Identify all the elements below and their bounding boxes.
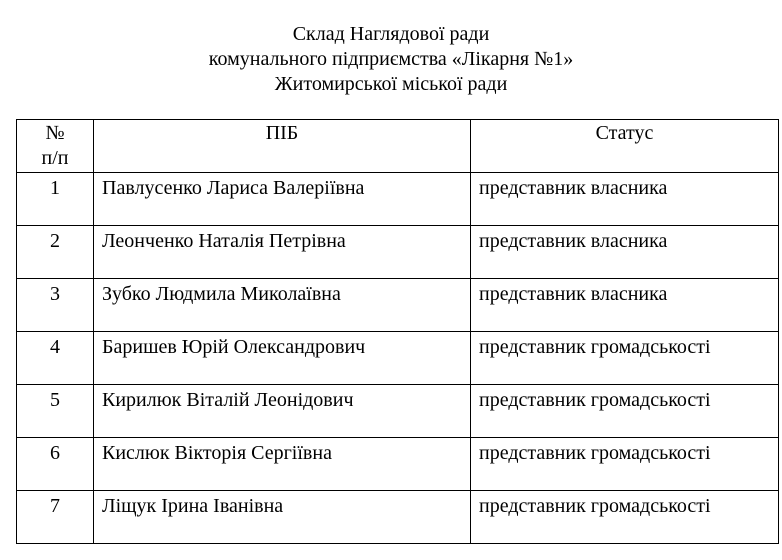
- member-name: Баришев Юрій Олександрович: [94, 332, 471, 385]
- member-status: представник громадськості: [471, 491, 779, 544]
- member-status: представник власника: [471, 226, 779, 279]
- column-header-number: [17, 120, 94, 173]
- table-row: [17, 385, 779, 438]
- row-number: 3: [17, 279, 94, 332]
- table-header-row: [17, 120, 779, 173]
- column-header-number-line2: п/п: [41, 147, 69, 169]
- member-name: Леонченко Наталія Петрівна: [94, 226, 471, 279]
- title-line-1: Склад Наглядової ради: [292, 23, 490, 45]
- table-row: [17, 173, 779, 226]
- table-row: [17, 438, 779, 491]
- document-title: [0, 22, 782, 97]
- row-number: 6: [17, 438, 94, 491]
- row-number: 1: [17, 173, 94, 226]
- column-header-name: ПІБ: [94, 120, 471, 173]
- column-header-status: Статус: [471, 120, 779, 173]
- member-name: Зубко Людмила Миколаївна: [94, 279, 471, 332]
- member-name: Кислюк Вікторія Сергіївна: [94, 438, 471, 491]
- table-row: [17, 332, 779, 385]
- member-status: представник громадськості: [471, 332, 779, 385]
- table-row: [17, 226, 779, 279]
- members-table: [16, 119, 779, 544]
- title-line-2: комунального підприємства «Лікарня №1»: [208, 48, 574, 70]
- member-status: представник власника: [471, 173, 779, 226]
- row-number: 5: [17, 385, 94, 438]
- member-status: представник власника: [471, 279, 779, 332]
- member-name: Павлусенко Лариса Валеріївна: [94, 173, 471, 226]
- member-name: Ліщук Ірина Іванівна: [94, 491, 471, 544]
- table-row: [17, 279, 779, 332]
- row-number: 7: [17, 491, 94, 544]
- member-status: представник громадськості: [471, 438, 779, 491]
- table-row: [17, 491, 779, 544]
- member-name: Кирилюк Віталій Леонідович: [94, 385, 471, 438]
- row-number: 2: [17, 226, 94, 279]
- title-line-3: Житомирської міської ради: [274, 73, 508, 95]
- column-header-number-line1: №: [45, 122, 65, 144]
- member-status: представник громадськості: [471, 385, 779, 438]
- row-number: 4: [17, 332, 94, 385]
